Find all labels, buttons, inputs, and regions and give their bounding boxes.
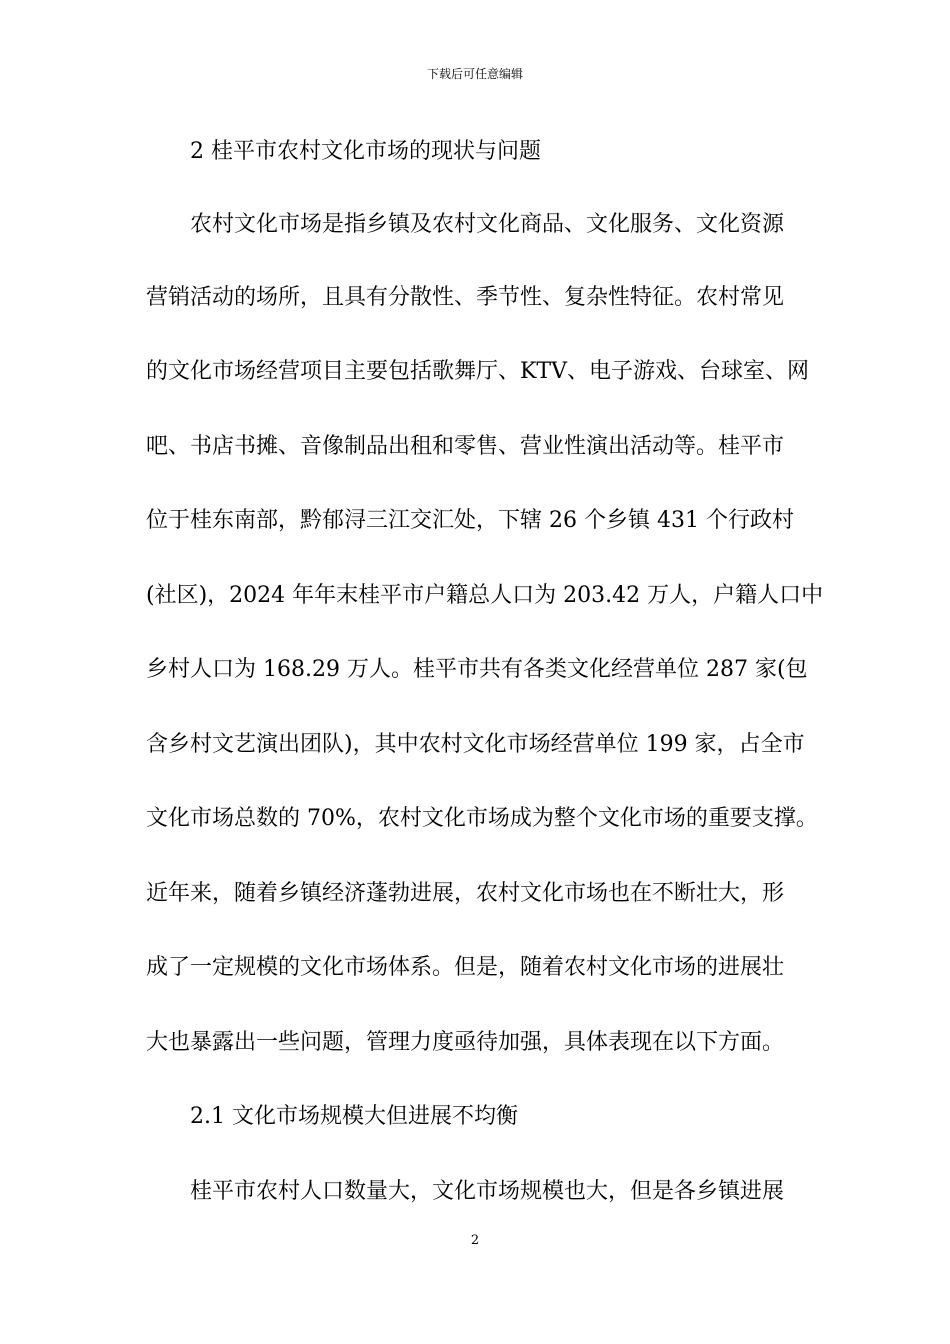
- page-header: 下载后可任意编辑: [426, 67, 523, 81]
- paragraph-line: 营销活动的场所，且具有分散性、季节性、复杂性特征。农村常见: [146, 285, 785, 310]
- paragraph-line: 含乡村文艺演出团队)，其中农村文化市场经营单位 199 家，占全市: [146, 732, 805, 757]
- paragraph-line: 大也暴露出一些问题，管理力度亟待加强，具体表现在以下方面。: [146, 1030, 785, 1055]
- paragraph-line: 吧、书店书摊、音像制品出租和零售、营业性演出活动等。桂平市: [146, 434, 785, 459]
- paragraph-line: 的文化市场经营项目主要包括歌舞厅、KTV、电子游戏、台球室、网: [146, 359, 809, 384]
- paragraph-line: 农村文化市场是指乡镇及农村文化商品、文化服务、文化资源: [190, 212, 785, 237]
- section-heading: 2 桂平市农村文化市场的现状与问题: [190, 139, 541, 164]
- paragraph-line: 乡村人口为 168.29 万人。桂平市共有各类文化经营单位 287 家(包: [146, 657, 808, 682]
- paragraph-line: 近年来，随着乡镇经济蓬勃进展，农村文化市场也在不断壮大，形: [146, 881, 785, 906]
- page-number: 2: [470, 1233, 480, 1248]
- paragraph-line: (社区)，2024 年年末桂平市户籍总人口为 203.42 万人，户籍人口中: [146, 583, 824, 608]
- paragraph-line: 位于桂东南部，黔郁浔三江交汇处，下辖 26 个乡镇 431 个行政村: [146, 508, 794, 533]
- paragraph-line: 文化市场总数的 70%，农村文化市场成为整个文化市场的重要支撑。: [146, 806, 818, 831]
- paragraph-line: 桂平市农村人口数量大，文化市场规模也大，但是各乡镇进展: [190, 1179, 785, 1204]
- subsection-heading: 2.1 文化市场规模大但进展不均衡: [190, 1104, 518, 1129]
- paragraph-line: 成了一定规模的文化市场体系。但是，随着农村文化市场的进展壮: [146, 955, 785, 980]
